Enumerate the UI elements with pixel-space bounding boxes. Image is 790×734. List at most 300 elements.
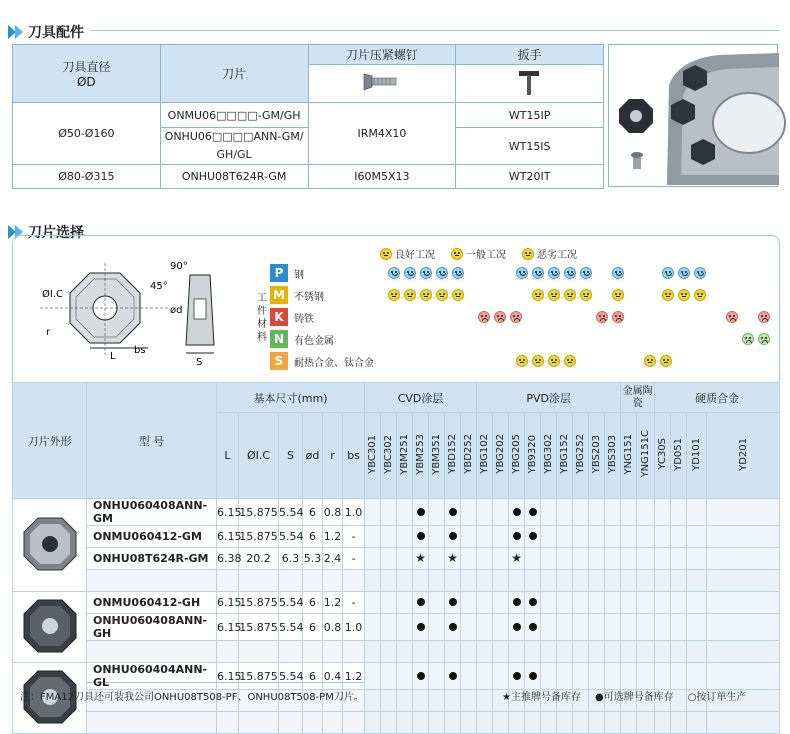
acc-diameter-1: Ø50-Ø160	[13, 103, 161, 165]
condition-face-icon	[564, 267, 576, 279]
table-cell: ONMU060412-GH	[87, 592, 217, 614]
condition-face-icon	[564, 289, 576, 301]
condition-face-icon	[694, 267, 706, 279]
table-cell: 5.54	[279, 526, 303, 548]
table-cell	[397, 570, 413, 592]
table-cell	[637, 499, 655, 526]
table-cell: 5.3	[303, 548, 323, 570]
table-cell: ONMU060412-GM	[87, 526, 217, 548]
table-cell	[397, 690, 413, 712]
table-cell	[397, 592, 413, 614]
table-cell	[573, 548, 589, 570]
stock-dot-icon	[417, 532, 425, 540]
header-dim-l: L	[217, 413, 239, 499]
material-letter: M	[270, 286, 288, 304]
table-cell	[239, 641, 279, 663]
table-row	[13, 592, 780, 614]
table-cell: 6.15	[217, 499, 239, 526]
table-cell	[621, 614, 637, 641]
stock-dot-icon	[417, 672, 425, 680]
header-dim-r: r	[323, 413, 343, 499]
material-vertical-label: 工 件 材 料	[257, 293, 267, 343]
table-cell	[381, 712, 397, 734]
table-cell	[493, 526, 509, 548]
material-name: 有色金属	[294, 335, 334, 347]
table-cell: 6.15	[217, 592, 239, 614]
table-cell	[589, 592, 605, 614]
table-cell	[525, 614, 541, 641]
table-cell: 15.875	[239, 592, 279, 614]
table-cell	[239, 712, 279, 734]
table-cell	[493, 570, 509, 592]
table-cell: 5.54	[279, 499, 303, 526]
table-cell	[541, 614, 557, 641]
legend-good: 良好工况	[380, 246, 435, 261]
table-cell	[397, 548, 413, 570]
table-cell	[573, 526, 589, 548]
legend-star: ★主推牌号备库存	[502, 692, 581, 703]
table-cell	[461, 614, 477, 641]
table-cell	[509, 499, 525, 526]
table-cell	[637, 641, 655, 663]
material-letter: K	[270, 308, 288, 326]
condition-face-icon	[532, 289, 544, 301]
table-cell	[621, 499, 637, 526]
grade-header: YBC302	[381, 413, 397, 499]
table-cell	[343, 570, 365, 592]
table-cell	[655, 548, 671, 570]
condition-face-icon	[548, 289, 560, 301]
screw-icon	[362, 69, 402, 95]
condition-face-icon	[548, 355, 560, 367]
header-dim-d: ød	[303, 413, 323, 499]
table-cell	[687, 712, 707, 734]
table-cell	[541, 592, 557, 614]
condition-face-icon	[510, 311, 522, 323]
stock-dot-icon	[529, 623, 537, 631]
table-cell	[381, 641, 397, 663]
table-cell	[525, 570, 541, 592]
table-cell	[541, 526, 557, 548]
material-row-m	[268, 284, 778, 306]
stock-star-icon: ★	[447, 551, 458, 565]
section-title-accessories	[8, 22, 84, 42]
table-cell	[541, 548, 557, 570]
condition-face-icon	[612, 311, 624, 323]
table-cell	[525, 663, 541, 690]
table-cell	[671, 526, 687, 548]
table-cell: 6.15	[217, 614, 239, 641]
r-label: r	[46, 327, 51, 338]
accessories-table	[12, 44, 604, 189]
table-cell	[557, 548, 573, 570]
table-cell	[687, 548, 707, 570]
table-cell	[655, 614, 671, 641]
insert-selection-table	[12, 382, 780, 734]
insert-dimension-diagram	[30, 255, 250, 370]
condition-face-icon	[436, 289, 448, 301]
table-cell	[525, 526, 541, 548]
table-cell	[477, 499, 493, 526]
table-cell	[589, 526, 605, 548]
table-cell	[397, 614, 413, 641]
acc-wrench-2: WT20IT	[456, 165, 604, 189]
table-cell	[397, 712, 413, 734]
legend-mid: 一般工况	[451, 246, 506, 261]
grade-header: YBG302	[541, 413, 557, 499]
table-cell	[413, 614, 429, 641]
condition-face-icon	[612, 289, 624, 301]
table-cell	[655, 499, 671, 526]
table-cell	[413, 570, 429, 592]
table-cell	[381, 690, 397, 712]
grade-header: YBM351	[429, 413, 445, 499]
table-cell: 15.875	[239, 614, 279, 641]
table-cell: 20.2	[239, 548, 279, 570]
condition-face-icon	[758, 311, 770, 323]
table-cell	[217, 641, 239, 663]
condition-face-icon	[388, 267, 400, 279]
table-cell	[445, 592, 461, 614]
grade-header: YBG205	[509, 413, 525, 499]
table-cell	[637, 712, 655, 734]
table-cell	[605, 663, 621, 690]
grade-header: YD101	[687, 413, 707, 499]
condition-face-icon	[548, 267, 560, 279]
table-cell	[573, 592, 589, 614]
table-cell	[589, 570, 605, 592]
material-row-p	[268, 262, 778, 284]
table-cell	[589, 663, 605, 690]
table-cell	[87, 712, 217, 734]
table-cell	[621, 712, 637, 734]
table-cell	[655, 570, 671, 592]
table-cell	[365, 592, 381, 614]
acc-blade-1b: ONHU06□□□□ANN-GM/ GH/GL	[160, 128, 308, 165]
header-shape: 刀片外形	[13, 383, 87, 499]
od-label: ød	[170, 305, 183, 316]
condition-face-icon	[452, 289, 464, 301]
condition-face-icon	[644, 355, 656, 367]
table-cell: ONHU08T624R-GM	[87, 548, 217, 570]
table-cell	[509, 592, 525, 614]
condition-face-icon	[678, 267, 690, 279]
table-cell	[87, 641, 217, 663]
table-cell	[303, 641, 323, 663]
grade-header: YNG151	[621, 413, 637, 499]
table-cell	[687, 663, 707, 690]
table-cell	[493, 614, 509, 641]
condition-face-icon	[612, 267, 624, 279]
condition-face-icon	[678, 289, 690, 301]
header-cvd: CVD涂层	[365, 383, 477, 413]
condition-face-icon	[580, 267, 592, 279]
table-cell	[707, 548, 780, 570]
table-cell	[461, 526, 477, 548]
grade-header: YBS203	[589, 413, 605, 499]
table-cell	[589, 614, 605, 641]
table-cell: 6	[303, 526, 323, 548]
table-cell	[707, 499, 780, 526]
stock-dot-icon	[529, 672, 537, 680]
table-cell	[541, 712, 557, 734]
table-cell	[655, 526, 671, 548]
table-cell	[413, 526, 429, 548]
wrench-icon	[515, 67, 545, 97]
table-cell	[429, 663, 445, 690]
table-cell	[525, 712, 541, 734]
table-cell	[445, 614, 461, 641]
grade-header: YBG202	[493, 413, 509, 499]
table-cell: 1.2	[323, 526, 343, 548]
grade-header: YD201	[707, 413, 780, 499]
acc-blade-1a: ONMU06□□□□-GM/GH	[160, 103, 308, 128]
header-diameter: 刀具直径 ØD	[13, 45, 161, 103]
condition-face-icon	[564, 355, 576, 367]
table-cell: 15.875	[239, 526, 279, 548]
stock-dot-icon	[417, 598, 425, 606]
table-cell	[381, 614, 397, 641]
table-cell	[303, 570, 323, 592]
table-cell	[707, 614, 780, 641]
table-cell	[541, 663, 557, 690]
stock-dot-icon	[513, 672, 521, 680]
legend-bad: 恶劣工况	[522, 246, 577, 261]
material-cells	[386, 306, 778, 328]
grade-header: YBM251	[397, 413, 413, 499]
table-cell	[303, 712, 323, 734]
table-cell	[397, 499, 413, 526]
table-cell: 6	[303, 614, 323, 641]
stock-dot-icon	[449, 532, 457, 540]
table-cell	[381, 663, 397, 690]
section-title-text: 刀片选择	[28, 225, 84, 241]
table-cell	[525, 641, 541, 663]
cutter-assembly-image	[608, 44, 778, 187]
grade-header: YD051	[671, 413, 687, 499]
table-cell	[445, 526, 461, 548]
table-cell	[707, 570, 780, 592]
header-dim-bs: bs	[343, 413, 365, 499]
table-cell	[687, 526, 707, 548]
condition-face-icon	[532, 355, 544, 367]
condition-face-icon	[580, 289, 592, 301]
condition-face-icon	[726, 311, 738, 323]
table-cell	[429, 526, 445, 548]
table-row-empty	[13, 712, 780, 734]
table-cell	[637, 663, 655, 690]
table-cell	[573, 663, 589, 690]
condition-face-icon	[516, 267, 528, 279]
legend-dot: ●可选牌号备库存	[594, 692, 674, 703]
table-cell	[509, 614, 525, 641]
header-screw: 刀片压紧螺钉	[308, 45, 456, 65]
condition-legend	[380, 246, 577, 261]
stock-dot-icon	[417, 508, 425, 516]
acc-wrench-1a: WT15IP	[456, 103, 604, 128]
grade-header: YBS303	[605, 413, 621, 499]
angle45-label: 45°	[150, 281, 168, 292]
bad-face-icon	[522, 248, 534, 260]
table-cell	[343, 641, 365, 663]
table-cell	[493, 712, 509, 734]
condition-face-icon	[532, 267, 544, 279]
table-cell	[461, 663, 477, 690]
condition-face-icon	[388, 289, 400, 301]
table-cell	[541, 499, 557, 526]
header-pvd: PVD涂层	[477, 383, 621, 413]
table-cell	[557, 641, 573, 663]
material-cells	[386, 328, 778, 350]
ic-label: ØI.C	[42, 289, 63, 300]
condition-face-icon	[662, 289, 674, 301]
table-cell	[477, 712, 493, 734]
stock-dot-icon	[513, 508, 521, 516]
table-cell	[365, 663, 381, 690]
bs-label: bs	[134, 345, 146, 356]
stock-dot-icon	[529, 532, 537, 540]
table-cell	[397, 663, 413, 690]
table-cell	[573, 614, 589, 641]
angle90-label: 90°	[170, 261, 188, 272]
table-cell	[381, 499, 397, 526]
grade-header: YBG252	[573, 413, 589, 499]
grade-header: YC30S	[655, 413, 671, 499]
table-cell	[671, 663, 687, 690]
section-title-text: 刀具配件	[28, 25, 84, 41]
material-row-s	[268, 350, 778, 372]
condition-face-icon	[436, 267, 448, 279]
stock-dot-icon	[529, 508, 537, 516]
table-cell	[573, 499, 589, 526]
table-cell	[671, 712, 687, 734]
table-cell	[493, 499, 509, 526]
table-cell	[671, 548, 687, 570]
table-cell	[509, 712, 525, 734]
table-cell	[589, 712, 605, 734]
table-cell	[413, 690, 429, 712]
condition-face-icon	[404, 267, 416, 279]
table-cell	[445, 641, 461, 663]
table-cell	[557, 526, 573, 548]
table-cell	[445, 499, 461, 526]
table-cell	[217, 570, 239, 592]
table-cell: 0.8	[323, 614, 343, 641]
table-cell	[413, 548, 429, 570]
table-cell	[557, 570, 573, 592]
table-cell	[655, 592, 671, 614]
stock-dot-icon	[529, 598, 537, 606]
table-row	[13, 526, 780, 548]
material-cells	[386, 262, 778, 284]
table-cell: 6.15	[217, 526, 239, 548]
condition-face-icon	[758, 333, 770, 345]
table-cell	[671, 570, 687, 592]
table-cell	[637, 526, 655, 548]
table-cell	[621, 570, 637, 592]
table-cell	[605, 712, 621, 734]
table-cell	[323, 570, 343, 592]
condition-face-icon	[404, 289, 416, 301]
table-cell	[279, 641, 303, 663]
wrench-image	[456, 65, 604, 103]
good-face-icon	[380, 248, 392, 260]
table-cell: 15.875	[239, 663, 279, 690]
table-cell: 6	[303, 663, 323, 690]
stock-star-icon: ★	[511, 551, 522, 565]
mid-face-icon	[451, 248, 463, 260]
grade-header: YBD152	[445, 413, 461, 499]
table-cell	[343, 712, 365, 734]
table-cell	[413, 712, 429, 734]
l-label: L	[110, 351, 116, 362]
table-row-empty	[13, 641, 780, 663]
grade-header: YBD252	[461, 413, 477, 499]
table-cell	[461, 548, 477, 570]
table-cell	[605, 592, 621, 614]
grade-header: YB9320	[525, 413, 541, 499]
header-blade: 刀片	[160, 45, 308, 103]
table-cell	[509, 526, 525, 548]
table-cell	[707, 526, 780, 548]
table-cell	[365, 614, 381, 641]
condition-face-icon	[662, 267, 674, 279]
condition-face-icon	[452, 267, 464, 279]
material-name: 铸铁	[294, 313, 314, 325]
table-cell	[429, 570, 445, 592]
table-cell	[397, 641, 413, 663]
table-cell: 1.0	[343, 499, 365, 526]
table-cell: 1.2	[343, 663, 365, 690]
condition-face-icon	[494, 311, 506, 323]
table-cell: 6.3	[279, 548, 303, 570]
table-cell	[637, 570, 655, 592]
table-cell	[445, 690, 461, 712]
condition-face-icon	[694, 289, 706, 301]
condition-face-icon	[660, 355, 672, 367]
header-cermet: 金属陶瓷	[621, 383, 655, 413]
table-cell	[687, 570, 707, 592]
table-cell	[381, 570, 397, 592]
table-cell	[477, 663, 493, 690]
table-cell	[707, 712, 780, 734]
table-cell	[655, 712, 671, 734]
stock-dot-icon	[449, 623, 457, 631]
table-cell	[687, 499, 707, 526]
table-cell	[621, 663, 637, 690]
double-arrow-icon	[8, 25, 22, 39]
table-cell	[365, 641, 381, 663]
material-cells	[386, 350, 778, 372]
condition-face-icon	[596, 311, 608, 323]
table-cell: 6	[303, 499, 323, 526]
table-cell	[671, 499, 687, 526]
stock-dot-icon	[449, 598, 457, 606]
table-cell	[637, 548, 655, 570]
table-cell	[239, 570, 279, 592]
header-model: 型 号	[87, 383, 217, 499]
stock-dot-icon	[449, 672, 457, 680]
table-cell	[429, 712, 445, 734]
material-row-n	[268, 328, 778, 350]
table-cell: 5.54	[279, 614, 303, 641]
table-cell	[477, 526, 493, 548]
table-cell: 0.8	[323, 499, 343, 526]
condition-face-icon	[516, 355, 528, 367]
grade-header: YNG151C	[637, 413, 655, 499]
table-cell	[429, 641, 445, 663]
table-cell	[477, 690, 493, 712]
